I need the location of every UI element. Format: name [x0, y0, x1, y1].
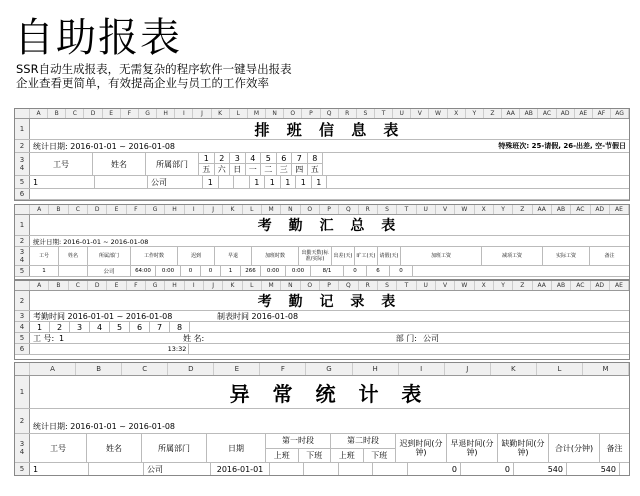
column-letter: Q	[321, 109, 339, 118]
shift-value: 1	[281, 176, 297, 188]
day-number: 6	[277, 153, 293, 163]
column-letter: H	[157, 109, 175, 118]
corner-cell	[15, 363, 30, 375]
header-second-period	[331, 434, 396, 462]
dept-value: 公司	[423, 333, 439, 343]
column-letter: L	[537, 363, 583, 375]
column-letter: X	[475, 205, 494, 214]
stat-date: 统计日期: 2016-01-01 ~ 2016-01-08	[33, 422, 176, 431]
column-letter: D	[168, 363, 214, 375]
sub-on-duty: 上班	[331, 449, 364, 463]
corner-cell	[15, 205, 30, 214]
column-letter: R	[339, 109, 357, 118]
row-number: 2	[15, 291, 30, 310]
column-letter: AB	[520, 109, 538, 118]
column-letter: J	[204, 281, 223, 290]
header-row	[15, 434, 629, 463]
column-letter: AF	[593, 109, 611, 118]
shift-value	[234, 176, 250, 188]
dept-label: 部 门:	[395, 333, 417, 343]
day-number: 4	[90, 322, 110, 332]
column-letter: F	[121, 109, 139, 118]
stat-date-row	[15, 236, 629, 247]
row-number: 5	[15, 266, 30, 276]
column-letter: I	[175, 109, 193, 118]
shift-values	[203, 176, 327, 188]
column-letter: H	[353, 363, 399, 375]
header-total: 合计(分钟)	[549, 434, 600, 462]
column-letter: Q	[339, 205, 358, 214]
header-id: 工号	[30, 434, 87, 462]
summary-value: 266	[241, 266, 261, 276]
column-letter: C	[122, 363, 168, 375]
column-letter: K	[212, 109, 230, 118]
column-letter: Y	[466, 109, 484, 118]
column-letter: N	[281, 205, 300, 214]
column-letter: E	[107, 205, 126, 214]
day-row	[15, 322, 629, 333]
header-first-period	[266, 434, 331, 462]
day-number: 2	[215, 153, 231, 163]
column-letter: K	[491, 363, 537, 375]
column-letter: H	[165, 281, 184, 290]
column-letter: W	[455, 281, 474, 290]
column-letter: G	[146, 281, 165, 290]
column-letter: K	[223, 205, 242, 214]
column-letter: X	[448, 109, 466, 118]
cell-early: 0	[461, 463, 514, 475]
sheet-title-row	[15, 291, 629, 311]
weekday-label: 三	[277, 164, 293, 175]
row-number: 1	[15, 119, 30, 139]
column-letter: G	[139, 109, 157, 118]
cell-id: 1	[30, 176, 95, 188]
summary-value: 64:00	[131, 266, 156, 276]
summary-header: 早退	[215, 247, 252, 265]
second-period-sub	[331, 449, 395, 463]
row-number: 3 4	[15, 247, 30, 265]
summary-header: 出差(天)	[332, 247, 355, 265]
column-letter: D	[88, 205, 107, 214]
summary-header: 旷工(天)	[355, 247, 378, 265]
cell-dept: 公司	[144, 463, 211, 475]
column-letter: S	[378, 205, 397, 214]
column-letter: O	[301, 281, 320, 290]
summary-header: 姓名	[59, 247, 88, 265]
summary-value: 0	[201, 266, 221, 276]
row-number: 5	[15, 463, 30, 475]
column-letter: AD	[591, 281, 610, 290]
column-letter: C	[66, 109, 84, 118]
column-letter: L	[230, 109, 248, 118]
row-number: 1	[15, 376, 30, 408]
column-letter: G	[306, 363, 352, 375]
column-letter: Z	[513, 205, 532, 214]
summary-value: 1	[30, 266, 59, 276]
weekday-label: 四	[292, 164, 308, 175]
column-letter: AA	[502, 109, 520, 118]
column-letter: B	[49, 281, 68, 290]
cell-remark	[620, 463, 629, 475]
summary-header: 减项工资	[482, 247, 543, 265]
corner-cell	[15, 281, 30, 290]
summary-header: 实际工资	[543, 247, 590, 265]
day-number: 7	[292, 153, 308, 163]
cell-total: 540	[567, 463, 620, 475]
special-shift-note: 特殊班次: 25-请假, 26-出差, 空-节假日	[498, 142, 626, 150]
column-letter: X	[475, 281, 494, 290]
summary-value: 6	[367, 266, 390, 276]
schedule-sheet	[14, 108, 630, 201]
row-number: 5	[15, 333, 30, 343]
column-letter: M	[262, 281, 281, 290]
summary-value: 0	[181, 266, 201, 276]
column-letter: AC	[571, 281, 590, 290]
column-letter: AC	[538, 109, 556, 118]
punch-row	[15, 344, 629, 355]
column-letter: F	[127, 281, 146, 290]
column-letter: A	[30, 281, 49, 290]
header-dept: 所属部门	[142, 434, 207, 462]
column-letter: AA	[533, 281, 552, 290]
header-dept: 所属部门	[146, 153, 199, 175]
shift-value: 1	[312, 176, 328, 188]
day-number: 3	[230, 153, 246, 163]
cell-second-on	[339, 463, 373, 475]
column-header-bar	[15, 281, 629, 291]
column-letter: A	[30, 363, 76, 375]
column-header-bar	[15, 205, 629, 215]
day-number: 8	[308, 153, 324, 163]
column-letter: N	[266, 109, 284, 118]
day-number: 5	[110, 322, 130, 332]
day-numbers	[199, 153, 323, 164]
header-date: 日期	[207, 434, 266, 462]
row-number: 2	[15, 236, 30, 246]
weekday-label: 五	[199, 164, 215, 175]
summary-value: 0:00	[156, 266, 181, 276]
day-number: 8	[170, 322, 190, 332]
data-row	[15, 266, 629, 277]
stat-date: 统计日期: 2016-01-01 ~ 2016-01-08	[33, 141, 176, 151]
column-letter: I	[185, 281, 204, 290]
column-letter: K	[223, 281, 242, 290]
column-letter: H	[165, 205, 184, 214]
day-number: 3	[70, 322, 90, 332]
column-letter: AD	[591, 205, 610, 214]
header-row	[15, 153, 629, 176]
column-letter: F	[127, 205, 146, 214]
cell-name	[89, 463, 144, 475]
column-letter: B	[76, 363, 122, 375]
sheet-title: 考 勤 汇 总 表	[257, 218, 402, 234]
column-letter: O	[284, 109, 302, 118]
column-letter: T	[397, 205, 416, 214]
column-letter: T	[397, 281, 416, 290]
header-id: 工号	[30, 153, 93, 175]
column-letter: L	[243, 205, 262, 214]
column-letter: U	[393, 109, 411, 118]
weekday-label: 五	[308, 164, 324, 175]
data-row	[15, 176, 629, 189]
summary-value: 0:00	[286, 266, 311, 276]
row-number: 3 4	[15, 434, 30, 462]
summary-value: 1	[221, 266, 241, 276]
data-row	[15, 463, 629, 476]
cell-dept: 公司	[148, 176, 203, 188]
id-label: 工 号:	[33, 333, 55, 343]
column-letter: A	[30, 109, 48, 118]
column-letter: AE	[610, 205, 629, 214]
shift-value	[219, 176, 235, 188]
day-number: 7	[150, 322, 170, 332]
column-letter: Y	[494, 205, 513, 214]
column-letter: N	[281, 281, 300, 290]
column-letter: R	[359, 205, 378, 214]
empty-cells	[30, 344, 166, 354]
column-letter: Z	[513, 281, 532, 290]
row-number: 2	[15, 140, 30, 152]
empty-row	[15, 189, 629, 200]
table-time: 制表时间 2016-01-08	[217, 311, 299, 321]
column-letter: U	[417, 281, 436, 290]
summary-value: 0	[344, 266, 367, 276]
cell-first-on	[270, 463, 304, 475]
page-subtitle	[16, 62, 292, 90]
column-letter: A	[30, 205, 49, 214]
sub-off-duty: 下班	[306, 450, 323, 460]
first-period-sub	[266, 449, 330, 463]
column-letter: AB	[552, 205, 571, 214]
column-letter: AC	[571, 205, 590, 214]
summary-header: 备注	[604, 253, 615, 259]
header-late: 迟到时间(分钟)	[396, 434, 447, 462]
day-header-block	[199, 153, 323, 175]
summary-header: 出勤天数(标准/实际)	[299, 247, 332, 265]
column-letter: U	[417, 205, 436, 214]
weekday-labels	[199, 164, 323, 175]
column-letter: W	[429, 109, 447, 118]
column-letter: AE	[575, 109, 593, 118]
column-letter: P	[320, 281, 339, 290]
subtitle-line-2: 企业查看更简单，有效提高企业与员工的工作效率	[16, 76, 269, 90]
stat-date-row	[15, 140, 629, 153]
column-letter: P	[302, 109, 320, 118]
column-letter: E	[107, 281, 126, 290]
id-value: 1	[59, 333, 65, 343]
day-number: 1	[30, 322, 50, 332]
employee-row	[15, 333, 629, 344]
summary-value	[59, 266, 88, 276]
column-letter: V	[436, 281, 455, 290]
column-letter: O	[301, 205, 320, 214]
column-letter: E	[214, 363, 260, 375]
day-numbers	[30, 322, 190, 332]
cell-second-off	[373, 463, 408, 475]
stat-date-row	[15, 409, 629, 434]
column-letter: AG	[611, 109, 629, 118]
sheet-title-row	[15, 119, 629, 140]
row-number: 4	[15, 322, 30, 332]
sheet-title-row	[15, 376, 629, 409]
column-letter: F	[260, 363, 306, 375]
weekday-label: 一	[246, 164, 262, 175]
page-title: 自助报表	[14, 15, 182, 61]
column-letter: C	[69, 281, 88, 290]
column-letter: AE	[610, 281, 629, 290]
summary-header: 工作时数	[131, 247, 178, 265]
summary-value: 公司	[88, 266, 131, 276]
summary-header: 加班工资	[401, 247, 482, 265]
header-name: 姓名	[87, 434, 142, 462]
stat-date: 统计日期: 2016-01-01 ~ 2016-01-08	[33, 237, 149, 246]
exception-sheet	[14, 362, 630, 476]
column-letter: C	[69, 205, 88, 214]
column-letter: E	[103, 109, 121, 118]
sheet-title: 考 勤 记 录 表	[257, 293, 402, 310]
row-number: 1	[15, 215, 30, 235]
weekday-label: 二	[261, 164, 277, 175]
column-letter: J	[204, 205, 223, 214]
shift-value: 1	[296, 176, 312, 188]
name-label: 姓 名:	[183, 333, 205, 343]
weekday-label: 六	[215, 164, 231, 175]
summary-header: 请假(天)	[378, 247, 401, 265]
corner-cell	[15, 109, 30, 118]
header-name: 姓名	[93, 153, 146, 175]
column-letter: I	[399, 363, 445, 375]
cell-late: 0	[408, 463, 461, 475]
shift-value: 1	[265, 176, 281, 188]
column-letter: V	[436, 205, 455, 214]
column-letter: Z	[484, 109, 502, 118]
column-letter: J	[193, 109, 211, 118]
day-number: 5	[261, 153, 277, 163]
column-letter: B	[48, 109, 66, 118]
column-letter: Q	[339, 281, 358, 290]
day-number: 1	[199, 153, 215, 163]
column-letter: B	[49, 205, 68, 214]
column-letter: J	[445, 363, 491, 375]
row-number: 2	[15, 409, 30, 433]
summary-sheet	[14, 204, 630, 280]
header-row	[15, 247, 629, 266]
shift-value: 1	[203, 176, 219, 188]
cell-first-off	[304, 463, 339, 475]
header-absent: 缺勤时间(分钟)	[498, 434, 549, 462]
record-sheet	[14, 280, 630, 360]
column-letter: R	[359, 281, 378, 290]
row-number: 3	[15, 311, 30, 321]
column-letter: S	[357, 109, 375, 118]
weekday-label: 日	[230, 164, 246, 175]
time-row	[15, 311, 629, 322]
column-letter: V	[411, 109, 429, 118]
column-letter: G	[146, 205, 165, 214]
row-number: 5	[15, 176, 30, 188]
sub-off-duty: 下班	[371, 450, 388, 460]
column-letter: I	[185, 205, 204, 214]
column-letter: Y	[494, 281, 513, 290]
summary-header: 迟到	[178, 247, 215, 265]
header-remark: 备注	[606, 443, 623, 453]
summary-header: 所属部门	[88, 247, 131, 265]
column-header-bar	[15, 363, 629, 376]
cell-date: 2016-01-01	[211, 463, 270, 475]
subtitle-line-1: SSR自动生成报表，无需复杂的程序软件一键导出报表	[16, 62, 292, 76]
column-letter: L	[243, 281, 262, 290]
sheet-title: 排 班 信 息 表	[254, 120, 405, 139]
summary-header: 加班时数	[252, 247, 299, 265]
column-letter: D	[84, 109, 102, 118]
column-letter: AD	[557, 109, 575, 118]
row-number: 6	[15, 344, 30, 354]
cell-id: 1	[30, 463, 89, 475]
sub-on-duty: 上班	[266, 449, 299, 463]
day-number: 4	[246, 153, 262, 163]
row-number: 6	[15, 189, 30, 199]
column-letter: AB	[552, 281, 571, 290]
header-early: 早退时间(分钟)	[447, 434, 498, 462]
column-header-bar	[15, 109, 629, 119]
column-letter: M	[262, 205, 281, 214]
first-period-label: 第一时段	[266, 434, 330, 449]
summary-header: 工号	[30, 247, 59, 265]
column-letter: W	[455, 205, 474, 214]
sheet-title: 异 常 统 计 表	[229, 381, 430, 406]
column-letter: S	[378, 281, 397, 290]
column-letter: P	[320, 205, 339, 214]
cell-name	[95, 176, 148, 188]
day-number: 6	[130, 322, 150, 332]
punch-time: 13:32	[166, 344, 189, 354]
attendance-time: 考勤时间 2016-01-01 ~ 2016-01-08	[33, 311, 173, 321]
column-letter: M	[248, 109, 266, 118]
cell-absent: 540	[514, 463, 567, 475]
column-letter: D	[88, 281, 107, 290]
summary-value: 0:00	[261, 266, 286, 276]
sheet-title-row	[15, 215, 629, 236]
column-letter: AA	[533, 205, 552, 214]
row-number: 3 4	[15, 153, 30, 175]
summary-value: 0	[390, 266, 413, 276]
column-letter: T	[375, 109, 393, 118]
day-number: 2	[50, 322, 70, 332]
second-period-label: 第二时段	[331, 434, 395, 449]
summary-value: 8/1	[311, 266, 344, 276]
shift-value: 1	[250, 176, 266, 188]
column-letter: M	[583, 363, 629, 375]
